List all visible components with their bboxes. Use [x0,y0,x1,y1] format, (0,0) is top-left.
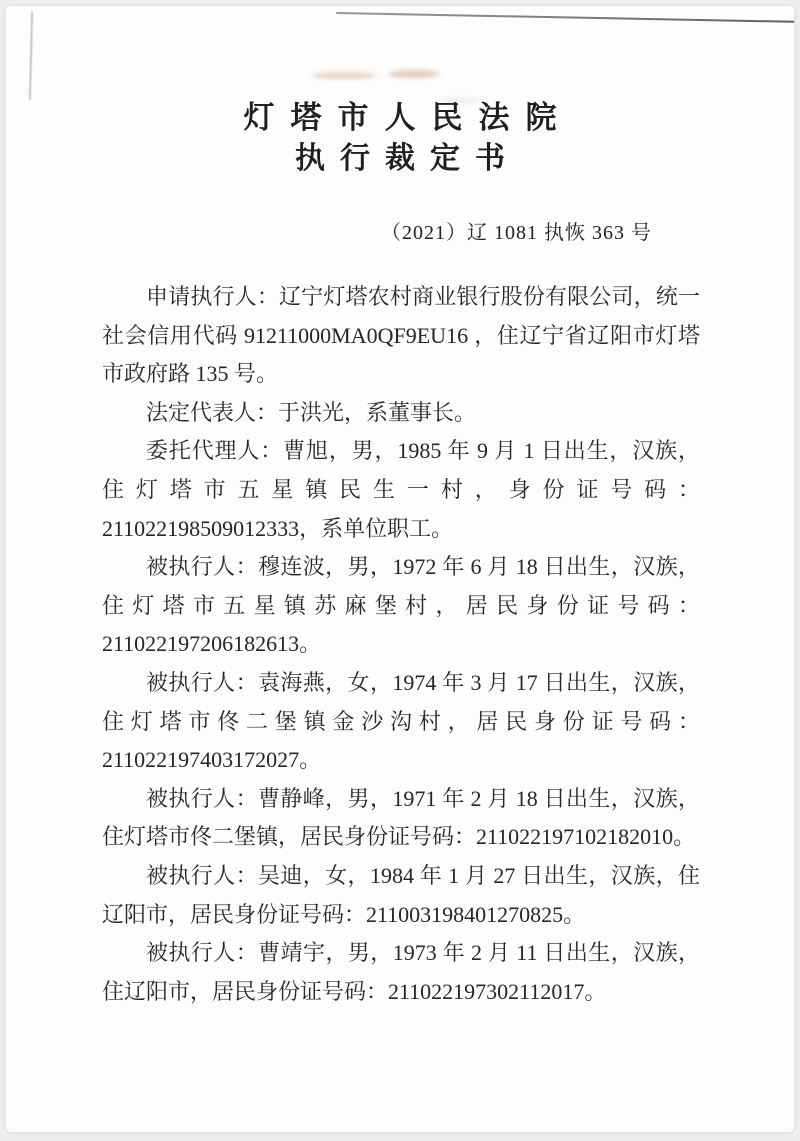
document-title: 执行裁定书 [295,142,520,175]
scan-artifact-smudge [312,72,376,79]
scan-artifact-smudge [388,70,440,78]
paragraph-entrusted-agent: 委托代理人：曹旭，男，1985 年 9 月 1 日出生，汉族，住灯塔市五星镇民生一村，身份证号码：211022198509012333，系单位职工。 [102,438,700,541]
paragraph-respondent-2: 被执行人：袁海燕，女，1974 年 3 月 17 日出生，汉族，住灯塔市佟二堡镇金沙沟村，居民身份证号码：211022197403172027。 [102,669,700,773]
court-name: 灯塔市人民法院 [243,100,573,135]
document-body [6,278,794,1011]
scan-artifact-smudge [440,98,480,103]
paragraph-applicant: 申请执行人：辽宁灯塔农村商业银行股份有限公司，统一社会信用代码 91211000MA0QF9EU16 ，住辽宁省辽阳市灯塔市政府路 135 号。 [102,284,700,387]
paragraph-respondent-4: 被执行人：吴迪，女，1984 年 1 月 27 日出生，汉族，住辽阳市，居民身份证号码：211003198401270825。 [102,862,700,927]
document-page [5,5,795,1133]
paragraph-respondent-5: 被执行人：曹靖宇，男，1973 年 2 月 11 日出生，汉族，住辽阳市，居民身份证号码：211022197302112017。 [102,940,700,1004]
paragraph-legal-representative: 法定代表人：于洪光，系董事长。 [146,399,477,425]
document-header [6,6,794,180]
paragraph-respondent-1: 被执行人：穆连波，男，1972 年 6 月 18 日出生，汉族，住灯塔市五星镇苏麻堡村，居民身份证号码：211022197206182613。 [102,554,700,657]
case-number: （2021）辽 1081 执恢 363 号 [381,222,652,244]
paragraph-respondent-3: 被执行人：曹静峰，男，1971 年 2 月 18 日出生，汉族，住灯塔市佟二堡镇，居民身份证号码：211022197102182010。 [102,785,700,850]
